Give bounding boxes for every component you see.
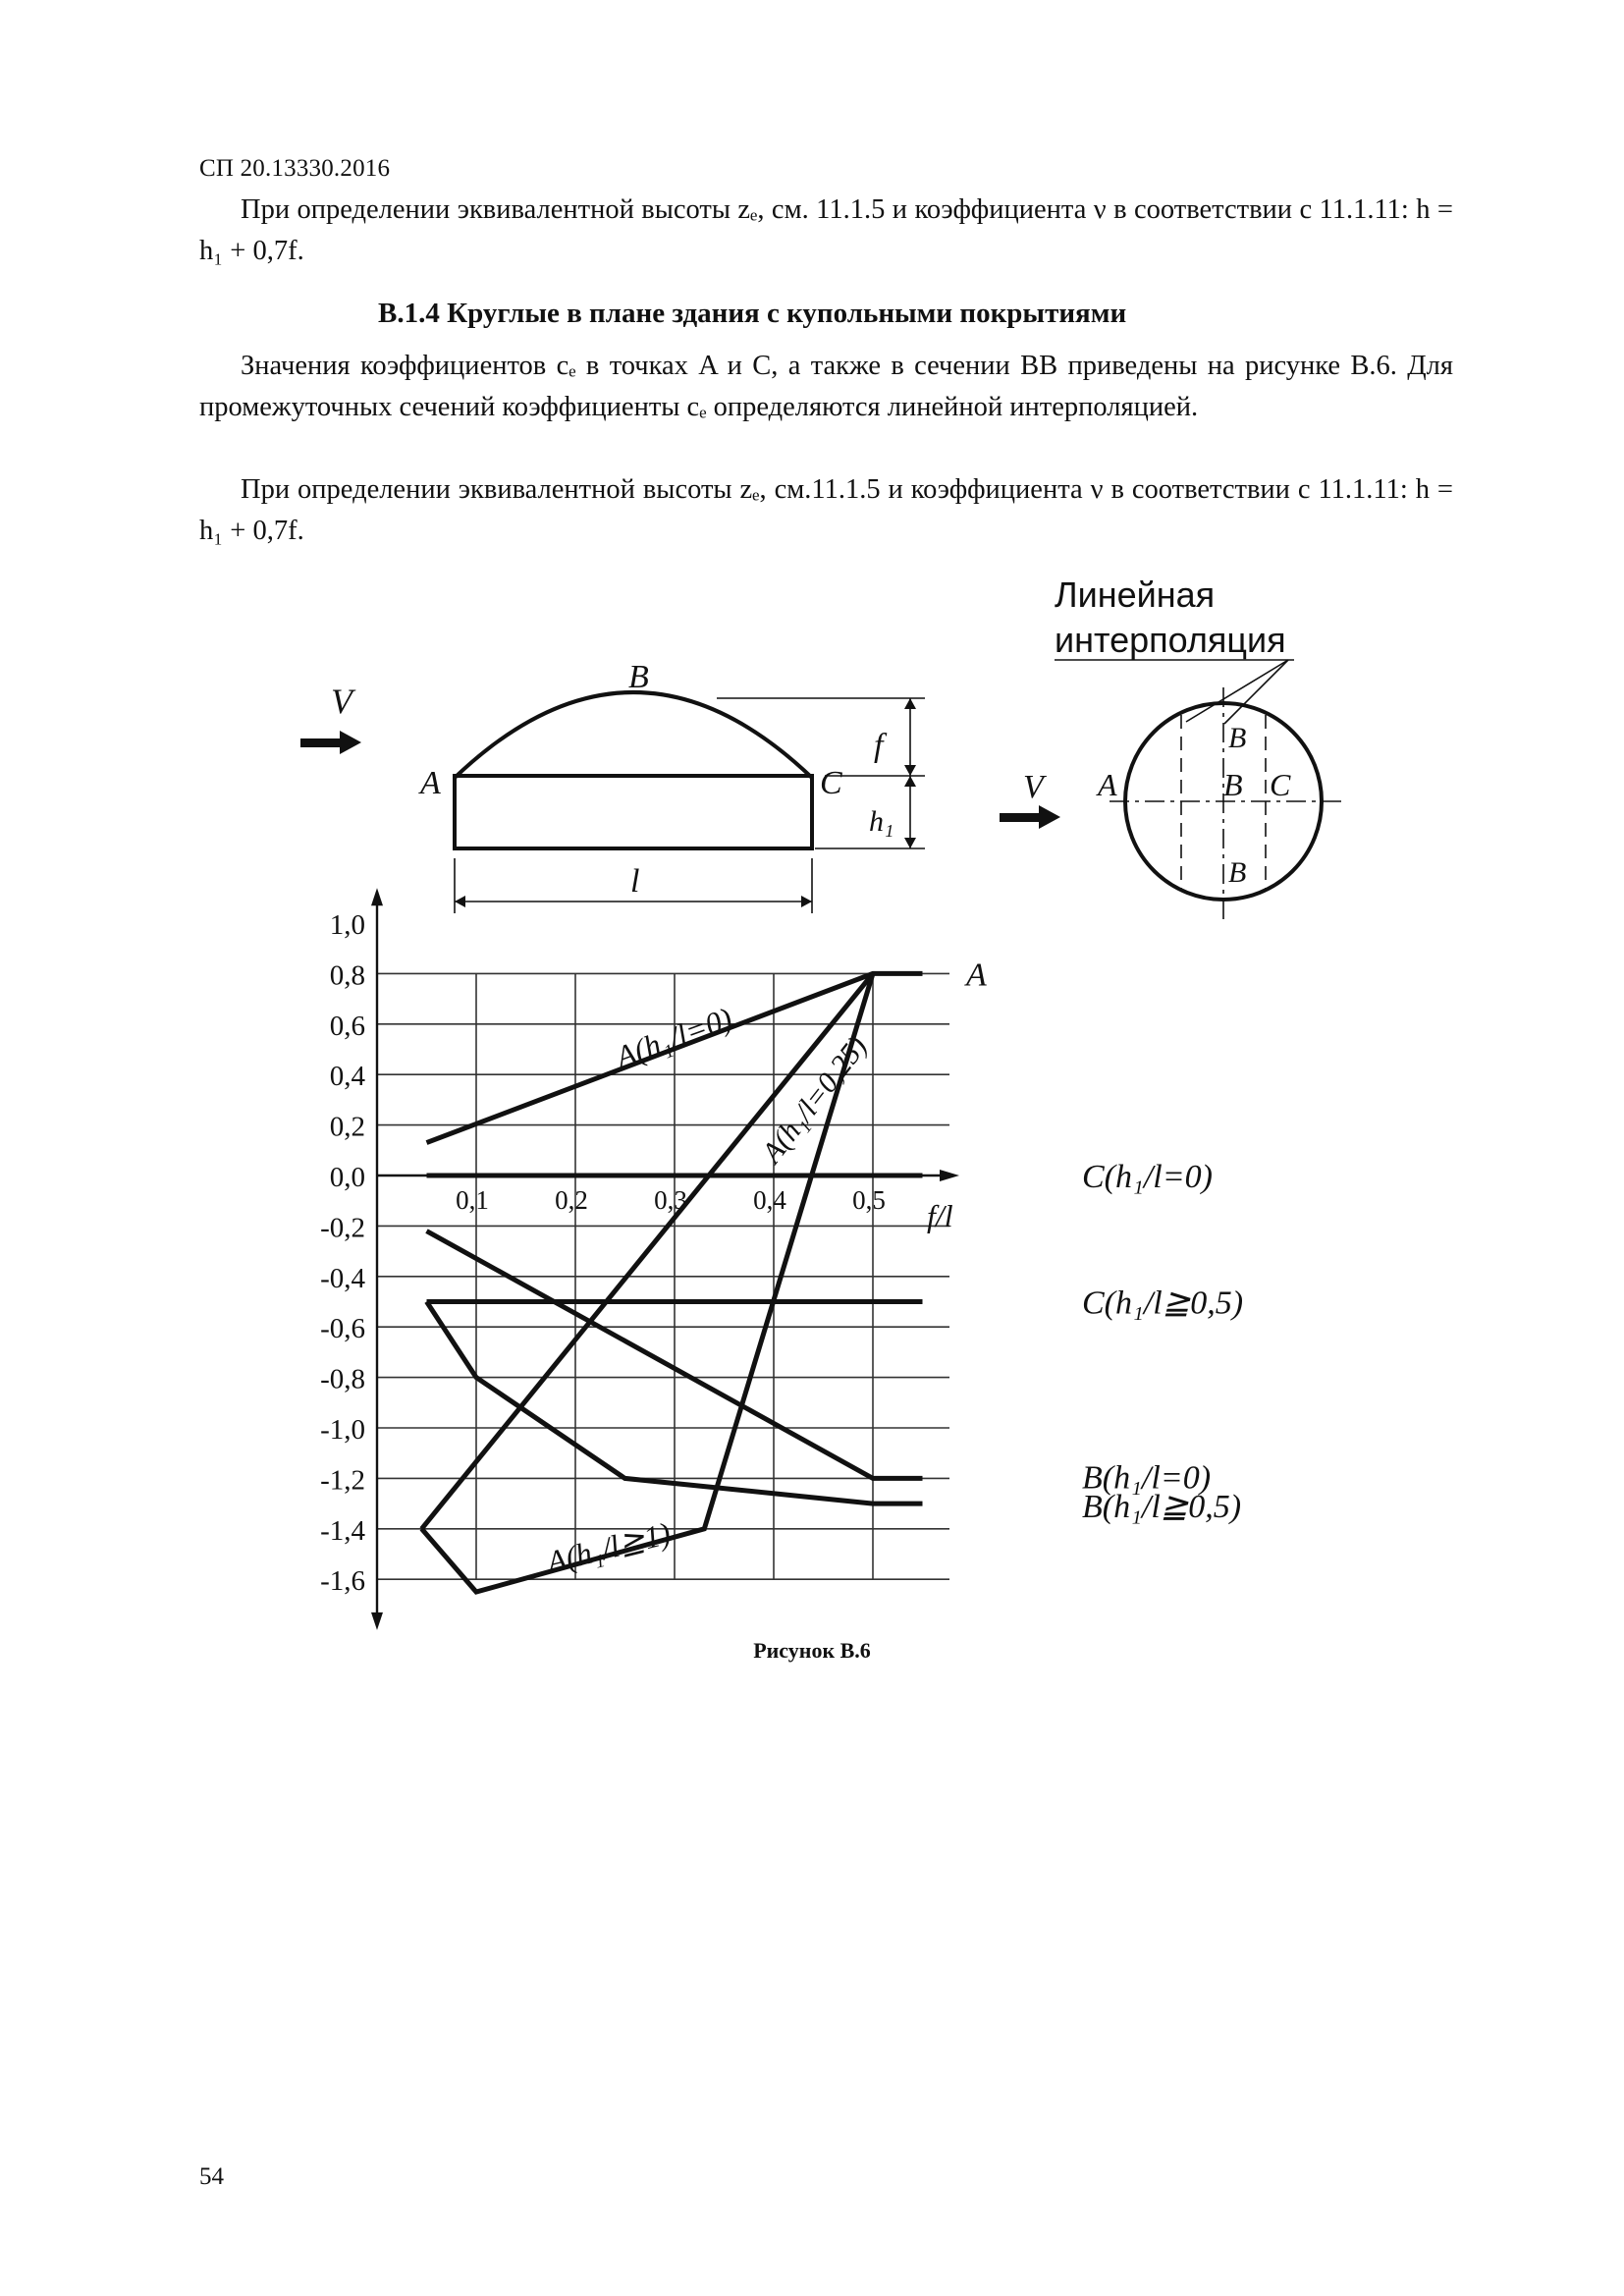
series-label-a0: A(h₁/l=0) <box>611 1000 737 1075</box>
x-tick-label: 0,1 <box>456 1185 489 1215</box>
y-axis-arrow-down-icon <box>371 1613 383 1630</box>
section-heading: В.1.4 Круглые в плане здания с купольными покрытиями <box>378 298 1127 329</box>
series-label-c0: C(h₁/l=0) <box>1082 1159 1213 1195</box>
plan-wind-arrow-icon <box>1000 805 1060 829</box>
dimension-f-label: f <box>874 728 884 764</box>
y-tick-label: 0,6 <box>329 1010 365 1042</box>
x-tick-label: 0,3 <box>654 1185 687 1215</box>
wind-arrow-icon <box>300 731 361 754</box>
plan-point-b-center-label: B <box>1223 767 1243 802</box>
series-labels <box>541 957 1243 1580</box>
y-tick-label: -1,4 <box>320 1514 365 1547</box>
wind-label: V <box>331 682 352 721</box>
point-c-label: C <box>820 765 842 801</box>
point-b-label: B <box>628 659 649 695</box>
plan-point-b-bottom-label: B <box>1228 856 1247 889</box>
series-label-b0: B(h₁/l=0) <box>1082 1459 1212 1497</box>
building-body <box>455 776 812 848</box>
y-tick-label: -0,2 <box>320 1212 365 1244</box>
y-tick-label: -0,4 <box>320 1262 365 1294</box>
plan-point-a-label: A <box>1098 767 1117 802</box>
y-tick-label: 1,0 <box>329 909 365 941</box>
x-tick-label: 0,2 <box>555 1185 588 1215</box>
y-tick-label: -1,6 <box>320 1565 365 1598</box>
series-line <box>421 973 873 1592</box>
figure-caption: Рисунок В.6 <box>753 1638 871 1663</box>
x-tick-label: 0,5 <box>852 1185 886 1215</box>
dome-elevation <box>300 659 925 913</box>
x-axis-label: f/l <box>927 1198 953 1233</box>
y-tick-label: 0,8 <box>329 959 365 992</box>
plan-point-c-label: C <box>1270 767 1291 802</box>
page-number: 54 <box>199 2163 224 2190</box>
y-tick-label: 0,4 <box>329 1061 365 1093</box>
chart-ce-vs-fl <box>320 888 1243 1630</box>
dome-roof <box>455 692 812 778</box>
interpolation-title-line2: интерполяция <box>1055 620 1286 660</box>
document-code: СП 20.13330.2016 <box>199 155 391 182</box>
y-tick-label: 0,0 <box>329 1162 365 1193</box>
plan-point-b-top-label: B <box>1228 722 1247 754</box>
series-label-a025: A(h₁/l=0,25) <box>755 1030 874 1170</box>
y-tick-label: 0,2 <box>329 1111 365 1143</box>
y-tick-label: -1,0 <box>320 1414 365 1446</box>
y-tick-labels <box>320 909 365 1597</box>
paragraph-equivalent-height-2: При определении эквивалентной высоты zₑ, см.11.1.5 и коэффициента ν в соответствии с 11.1.11: h = h₁ + 0,7f. <box>199 474 1453 546</box>
point-a-label: A <box>420 765 441 801</box>
series-label-a1: A(h₁/l≧1) <box>542 1514 675 1580</box>
y-tick-label: -0,6 <box>320 1313 365 1345</box>
series-label-b05: B(h₁/l≧0,5) <box>1082 1489 1242 1526</box>
series-label-c05: C(h₁/l≧0,5) <box>1082 1285 1244 1322</box>
dimension-l-label: l <box>630 863 640 900</box>
plan-wind-label: V <box>1023 769 1044 805</box>
y-axis-arrow-up-icon <box>371 888 383 905</box>
interpolation-title-line1: Линейная <box>1055 574 1216 615</box>
x-tick-label: 0,4 <box>753 1185 786 1215</box>
series-label-a-end: A <box>966 957 987 994</box>
dome-plan <box>1000 574 1341 919</box>
dimension-h1-label: h₁ <box>869 805 894 838</box>
y-tick-label: -0,8 <box>320 1363 365 1395</box>
paragraph-coefficients: Значения коэффициентов cₑ в точках A и C, а также в сечении ВВ приведены на рисунке В.6. Для промежуточных сечений коэффициенты cₑ определяются линейной интерполяцией. <box>199 351 1453 422</box>
y-tick-label: -1,2 <box>320 1464 365 1497</box>
paragraph-equivalent-height-1: При определении эквивалентной высоты zₑ, см. 11.1.5 и коэффициента ν в соответствии с 11.1.11: h = h₁ + 0,7f. <box>199 194 1453 266</box>
x-axis-arrow-icon <box>940 1170 959 1181</box>
